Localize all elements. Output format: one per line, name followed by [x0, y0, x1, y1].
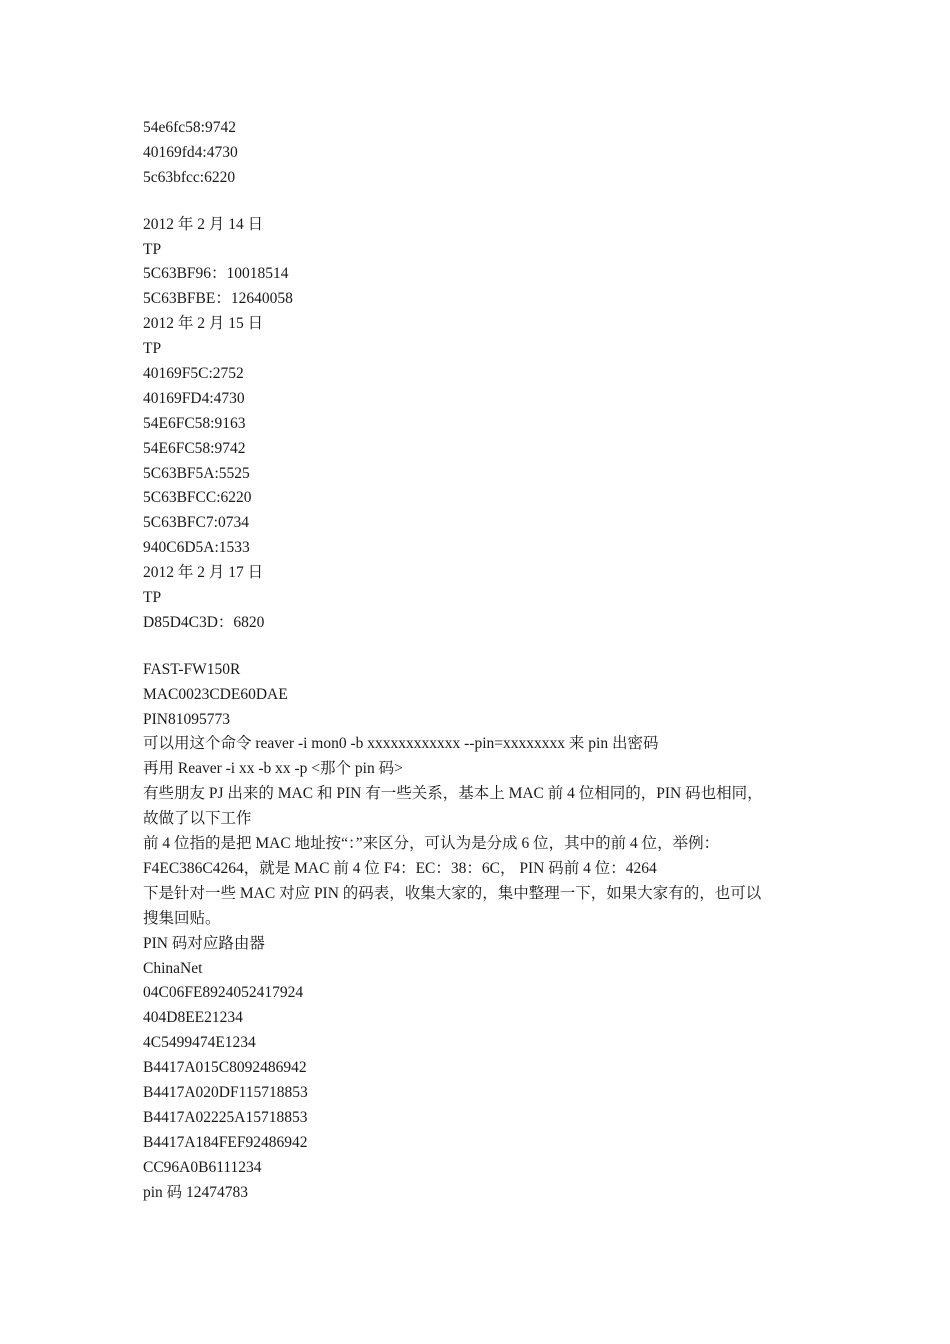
mac-pin-line: 40169fd4:4730 — [143, 143, 238, 161]
router-model: FAST-FW150R — [143, 660, 241, 678]
mac-pin-line: 5C63BF96：10018514 — [143, 265, 289, 283]
mac-pin-line: 5C63BFC7:0734 — [143, 514, 249, 532]
mac-pin-entry: 04C06FE8924052417924 — [143, 984, 304, 1002]
mac-pin-entry: B4417A020DF115718853 — [143, 1083, 308, 1101]
spacer — [143, 191, 811, 213]
paragraph-line: 故做了以下工作 — [143, 810, 252, 828]
document-body — [143, 116, 811, 1205]
mac-pin-list-2 — [143, 213, 811, 636]
mac-pin-entry: CC96A0B6111234 — [143, 1158, 262, 1176]
spacer — [143, 636, 811, 658]
mac-pin-line: 54E6FC58:9742 — [143, 439, 246, 457]
mac-pin-line: 5C63BFBE：12640058 — [143, 290, 293, 308]
date-heading: 2012 年 2 月 15 日 — [143, 315, 264, 333]
reaver-command-line: 可以用这个命令 reaver -i mon0 -b xxxxxxxxxxxx --pin=xxxxxxxx 来 pin 出密码 — [143, 735, 659, 753]
mac-pin-entry: B4417A015C8092486942 — [143, 1059, 307, 1077]
mac-pin-line: D85D4C3D：6820 — [143, 613, 265, 631]
mac-pin-line: 5C63BFCC:6220 — [143, 489, 252, 507]
mac-pin-entry: B4417A184FEF92486942 — [143, 1133, 308, 1151]
mac-pin-entry: 4C5499474E1234 — [143, 1034, 256, 1052]
mac-pin-line: 54e6fc58:9742 — [143, 119, 236, 136]
router-mac: MAC0023CDE60DAE — [143, 685, 288, 703]
paragraph-line: 下是针对一些 MAC 对应 PIN 的码表，收集大家的，集中整理一下，如果大家有的，也可以 — [143, 884, 762, 902]
mac-pin-entry: 404D8EE21234 — [143, 1009, 243, 1027]
mac-pin-entry: B4417A02225A15718853 — [143, 1108, 308, 1126]
mac-pin-line: 54E6FC58:9163 — [143, 414, 246, 432]
pin-footer: pin 码 12474783 — [143, 1183, 249, 1201]
router-notes — [143, 658, 811, 1206]
mac-pin-line: 5c63bfcc:6220 — [143, 168, 236, 186]
mac-pin-list-1 — [143, 116, 811, 191]
brand-label: TP — [143, 589, 162, 607]
mac-pin-line: 40169FD4:4730 — [143, 389, 245, 407]
mac-pin-line: 5C63BF5A:5525 — [143, 464, 250, 482]
mac-pin-line: 940C6D5A:1533 — [143, 539, 250, 557]
paragraph-line: 有些朋友 PJ 出来的 MAC 和 PIN 有一些关系，基本上 MAC 前 4 位相同的，PIN 码也相同， — [143, 785, 763, 803]
paragraph-line: 搜集回贴。 — [143, 909, 221, 927]
table-title: PIN 码对应路由器 — [143, 934, 265, 952]
paragraph-line: 前 4 位指的是把 MAC 地址按“：”来区分，可认为是分成 6 位，其中的前 4 位，举例： — [143, 835, 720, 853]
paragraph-line: F4EC386C4264，就是 MAC 前 4 位 F4：EC：38：6C， PIN 码前 4 位：4264 — [143, 859, 657, 877]
mac-pin-line: 40169F5C:2752 — [143, 365, 244, 383]
reaver-command-line-2: 再用 Reaver -i xx -b xx -p <那个 pin 码> — [143, 760, 403, 778]
vendor-heading: ChinaNet — [143, 959, 203, 977]
router-pin: PIN81095773 — [143, 710, 230, 728]
date-heading: 2012 年 2 月 14 日 — [143, 215, 264, 233]
brand-label: TP — [143, 340, 162, 358]
date-heading: 2012 年 2 月 17 日 — [143, 564, 264, 582]
brand-label: TP — [143, 240, 162, 258]
